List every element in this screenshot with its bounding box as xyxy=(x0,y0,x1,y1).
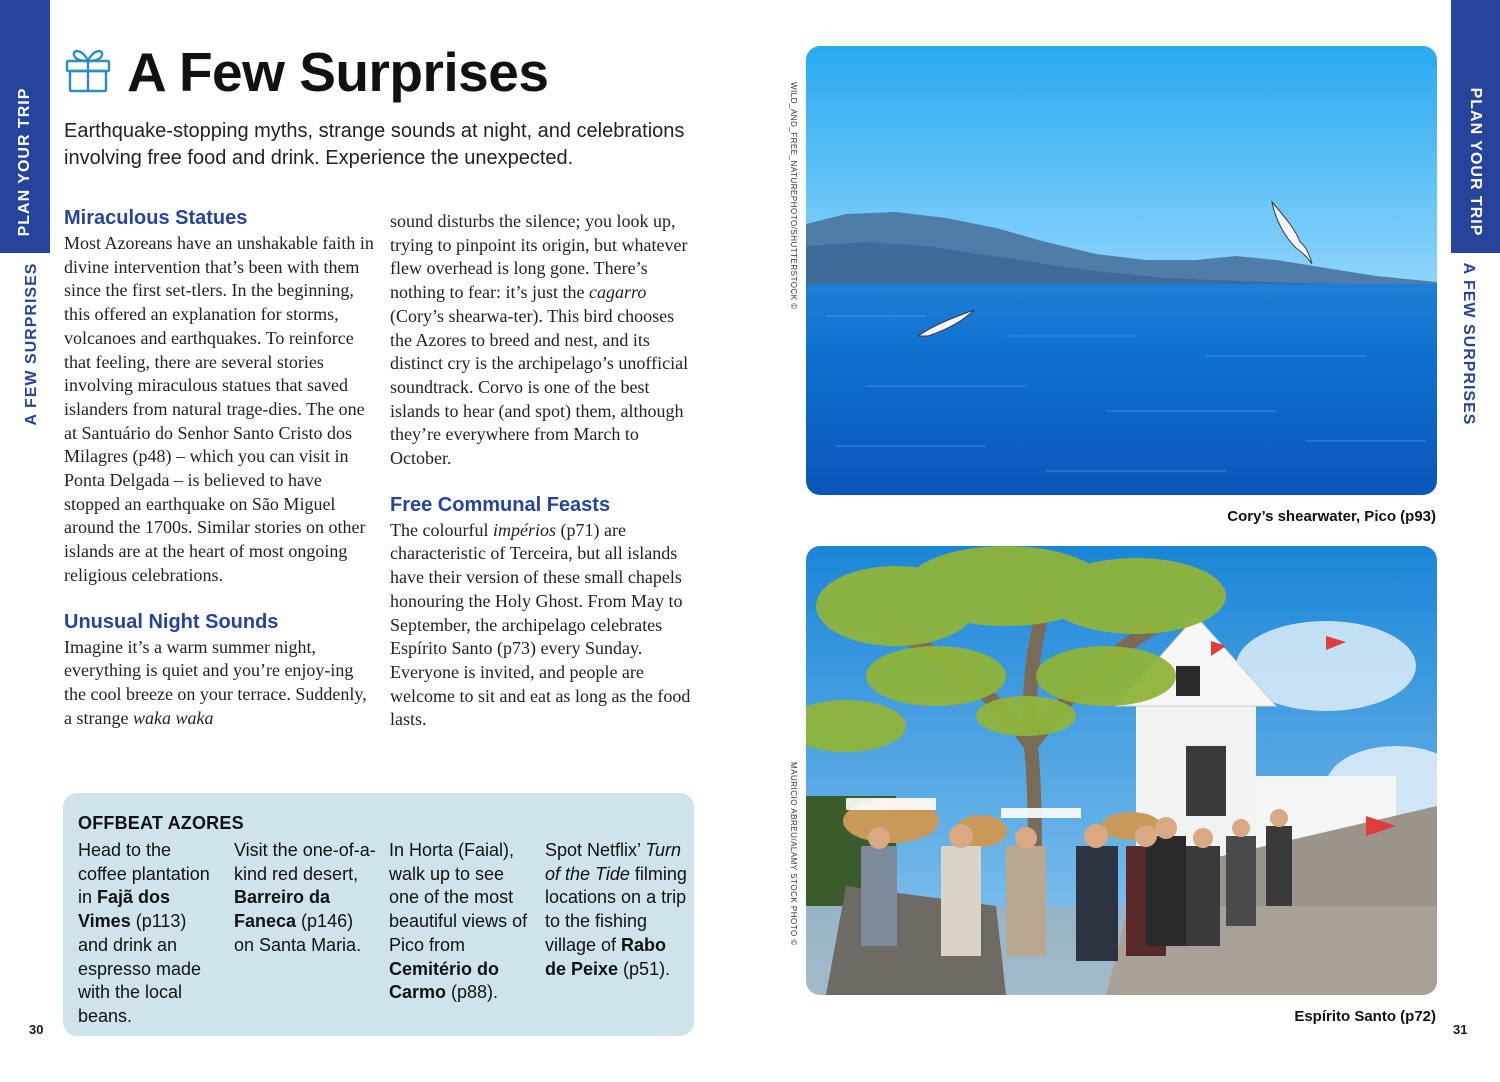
paragraph-feasts-text-a: The colourful xyxy=(390,519,493,540)
heading-unusual-night-sounds: Unusual Night Sounds xyxy=(64,610,279,633)
italic-waka-waka: waka waka xyxy=(132,707,214,728)
box-item-4 xyxy=(545,839,687,981)
page-number-left: 30 xyxy=(29,1022,44,1037)
box-item-4-italic: Turn of the Tide xyxy=(545,840,682,884)
box-item-2-text-c: (p146) on Santa Maria. xyxy=(234,911,362,955)
photo-credit-1: WILD_AND_FREE_NATUREPHOTO/SHUTTERSTOCK © xyxy=(789,82,798,310)
box-item-2-text-a: Visit the one-of-a-kind red desert, xyxy=(234,840,376,884)
paragraph-cagarro xyxy=(390,210,700,471)
paragraph-miraculous-statues: Most Azoreans have an unshakable faith in divine intervention that’s been with them since the first set-tlers. In the beginning, this offered an explanation for storms, volcanoes and earthquakes. To reinforce that feeling, there are several stories involving miraculous statues that saved islanders from natural trage-dies. The one at Santuário do Senhor Santo Cristo dos Milagres (p48) – which you can visit in Ponta Delgada – is believed to have stopped an earthquake on São Miguel around the 1700s. Similar stories on other islands are at the heart of most ongoing religious celebrations. xyxy=(64,233,374,585)
box-item-3-bold: Cemitério do Carmo xyxy=(389,958,500,1003)
box-item-4-text-a: Spot Netflix’ xyxy=(545,840,646,860)
paragraph-cagarro-text-b: (Cory’s shearwa-ter). This bird chooses the Azores to breed and nest, and its distinct cry is the archipelago’s unofficial soundtrack. Corvo is one of the best islands to hear (and spot) them, although they’re everywhere from March to October. xyxy=(390,305,689,469)
paragraph-cagarro-text-a: sound disturbs the silence; you look up, trying to pinpoint its origin, but whatever flew overhead is long gone. There’s nothing to fear: it’s just the xyxy=(390,211,688,303)
box-item-1-text-a: Head to the coffee plantation in xyxy=(78,840,210,908)
box-item-2 xyxy=(234,839,376,958)
photo-caption-1: Cory’s shearwater, Pico (p93) xyxy=(1227,508,1436,525)
box-item-4-text-b: filming locations on a trip to the fishing village of xyxy=(545,863,687,955)
photo-credit-2: MAURICIO ABREU/ALAMY STOCK PHOTO © xyxy=(789,762,798,946)
box-item-4-bold: Rabo de Peixe xyxy=(545,934,667,979)
side-tab-right-label: PLAN YOUR TRIP xyxy=(1467,87,1484,237)
paragraph-feasts xyxy=(390,519,700,732)
section-label-left: A FEW SURPRISES xyxy=(23,262,40,426)
page-number-right: 31 xyxy=(1453,1022,1468,1037)
box-title: OFFBEAT AZORES xyxy=(78,813,244,833)
section-label-right: A FEW SURPRISES xyxy=(1460,262,1477,426)
box-item-2-bold: Barreiro da Faneca xyxy=(234,887,331,932)
text-column-2 xyxy=(390,206,700,732)
box-item-3 xyxy=(389,839,531,1005)
box-item-3-text-c: (p88). xyxy=(446,982,499,1003)
photo-shearwater xyxy=(806,46,1437,495)
side-tab-left-label: PLAN YOUR TRIP xyxy=(16,87,33,237)
offbeat-azores-box xyxy=(63,793,694,1036)
box-item-1-text-c: (p113) and drink an espresso made with the local beans. xyxy=(78,911,202,1026)
text-column-1 xyxy=(64,206,374,730)
photo-espirito-santo xyxy=(806,546,1437,995)
paragraph-night-sounds-text: Imagine it’s a warm summer night, everything is quiet and you’re enjoy-ing the cool breeze on your terrace. Suddenly, a strange xyxy=(64,636,367,728)
paragraph-night-sounds xyxy=(64,636,374,731)
box-item-1 xyxy=(78,839,220,1029)
page-title: A Few Surprises xyxy=(127,41,549,103)
heading-miraculous-statues: Miraculous Statues xyxy=(64,207,248,229)
italic-cagarro: cagarro xyxy=(588,282,647,303)
paragraph-feasts-text-b: (p71) are characteristic of Terceira, but all islands have their version of these small chapels honouring the Holy Ghost. From May to September, the archipelago celebrates Espírito Santo (p73) every Sunday. Everyone is invited, and people are welcome to sit and eat as long as the food lasts. xyxy=(390,519,691,730)
box-item-4-text-d: (p51). xyxy=(618,958,671,979)
heading-free-communal-feasts: Free Communal Feasts xyxy=(390,493,611,516)
box-item-1-bold: Fajã dos Vimes xyxy=(78,887,171,932)
italic-imperios: impérios xyxy=(492,519,556,540)
box-item-3-text-a: In Horta (Faial), walk up to see one of the most beautiful views of Pico from xyxy=(389,840,528,955)
gift-icon xyxy=(63,44,113,94)
intro-text: Earthquake-stopping myths, strange sounds at night, and celebrations involving free food and drink. Experience the unexpected. xyxy=(64,120,685,169)
photo-caption-2: Espírito Santo (p72) xyxy=(1294,1008,1436,1025)
